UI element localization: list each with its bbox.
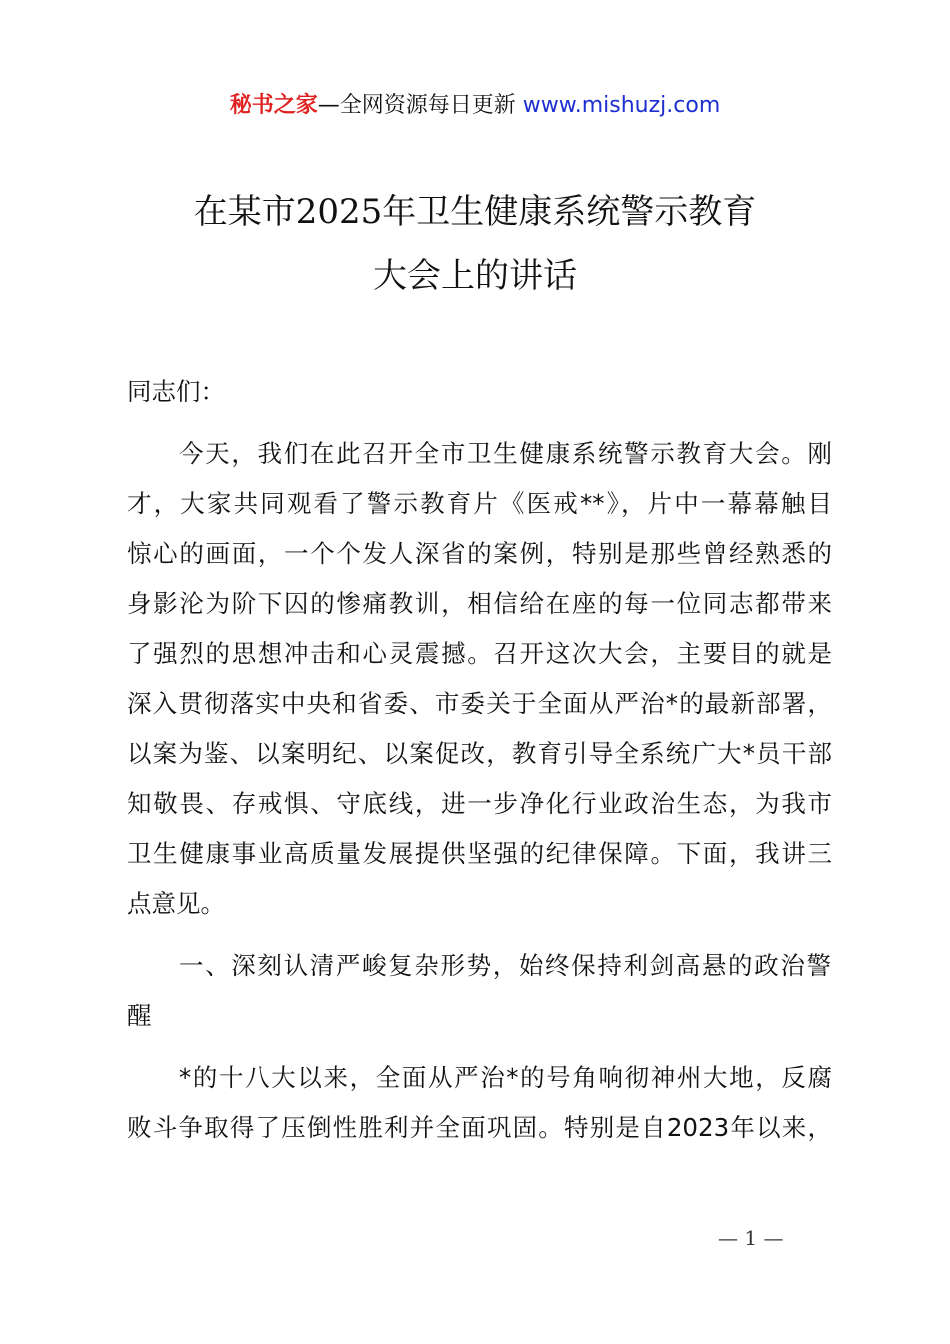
text-line: 了强烈的思想冲击和心灵震撼。召开这次大会，主要目的就是 [127, 639, 832, 668]
site-banner [0, 88, 950, 119]
salutation: 同志们： [127, 377, 225, 406]
text-line: 败斗争取得了压倒性胜利并全面巩固。特别是自2023年以来， [127, 1113, 832, 1142]
site-url-link[interactable]: www.mishuzj.com [522, 93, 721, 118]
paragraph-intro [127, 434, 832, 934]
text-line: 卫生健康事业高质量发展提供坚强的纪律保障。下面，我讲三 [127, 839, 832, 868]
document-title-line-1: 在某市2025年卫生健康系统警示教育 [193, 192, 757, 232]
document-body [127, 372, 832, 1158]
banner-slogan: —全网资源每日更新 [317, 93, 523, 118]
paragraph-2 [127, 1058, 832, 1158]
section-heading-1 [127, 946, 832, 1046]
text-line: 深入贯彻落实中央和省委、市委关于全面从严治*的最新部署， [127, 689, 832, 718]
page-number: — 1 — [718, 1226, 784, 1250]
brand-name: 秘书之家 [229, 93, 318, 118]
text-line: 今天，我们在此召开全市卫生健康系统警示教育大会。刚 [179, 439, 832, 468]
text-line: 以案为鉴、以案明纪、以案促改，教育引导全系统广大*员干部 [127, 739, 832, 768]
text-line: 惊心的画面，一个个发人深省的案例，特别是那些曾经熟悉的 [127, 539, 832, 568]
heading-line: 一、深刻认清严峻复杂形势，始终保持利剑高悬的政治警 [179, 951, 832, 980]
text-line: 身影沦为阶下囚的惨痛教训，相信给在座的每一位同志都带来 [127, 589, 832, 618]
text-line: 点意见。 [127, 889, 225, 918]
heading-line: 醒 [127, 1001, 153, 1030]
text-line: 知敬畏、存戒惧、守底线，进一步净化行业政治生态，为我市 [127, 789, 832, 818]
document-title-line-2: 大会上的讲话 [373, 256, 577, 296]
text-line: *的十八大以来，全面从严治*的号角响彻神州大地，反腐 [179, 1063, 832, 1092]
text-line: 才，大家共同观看了警示教育片《医戒**》，片中一幕幕触目 [127, 489, 832, 518]
